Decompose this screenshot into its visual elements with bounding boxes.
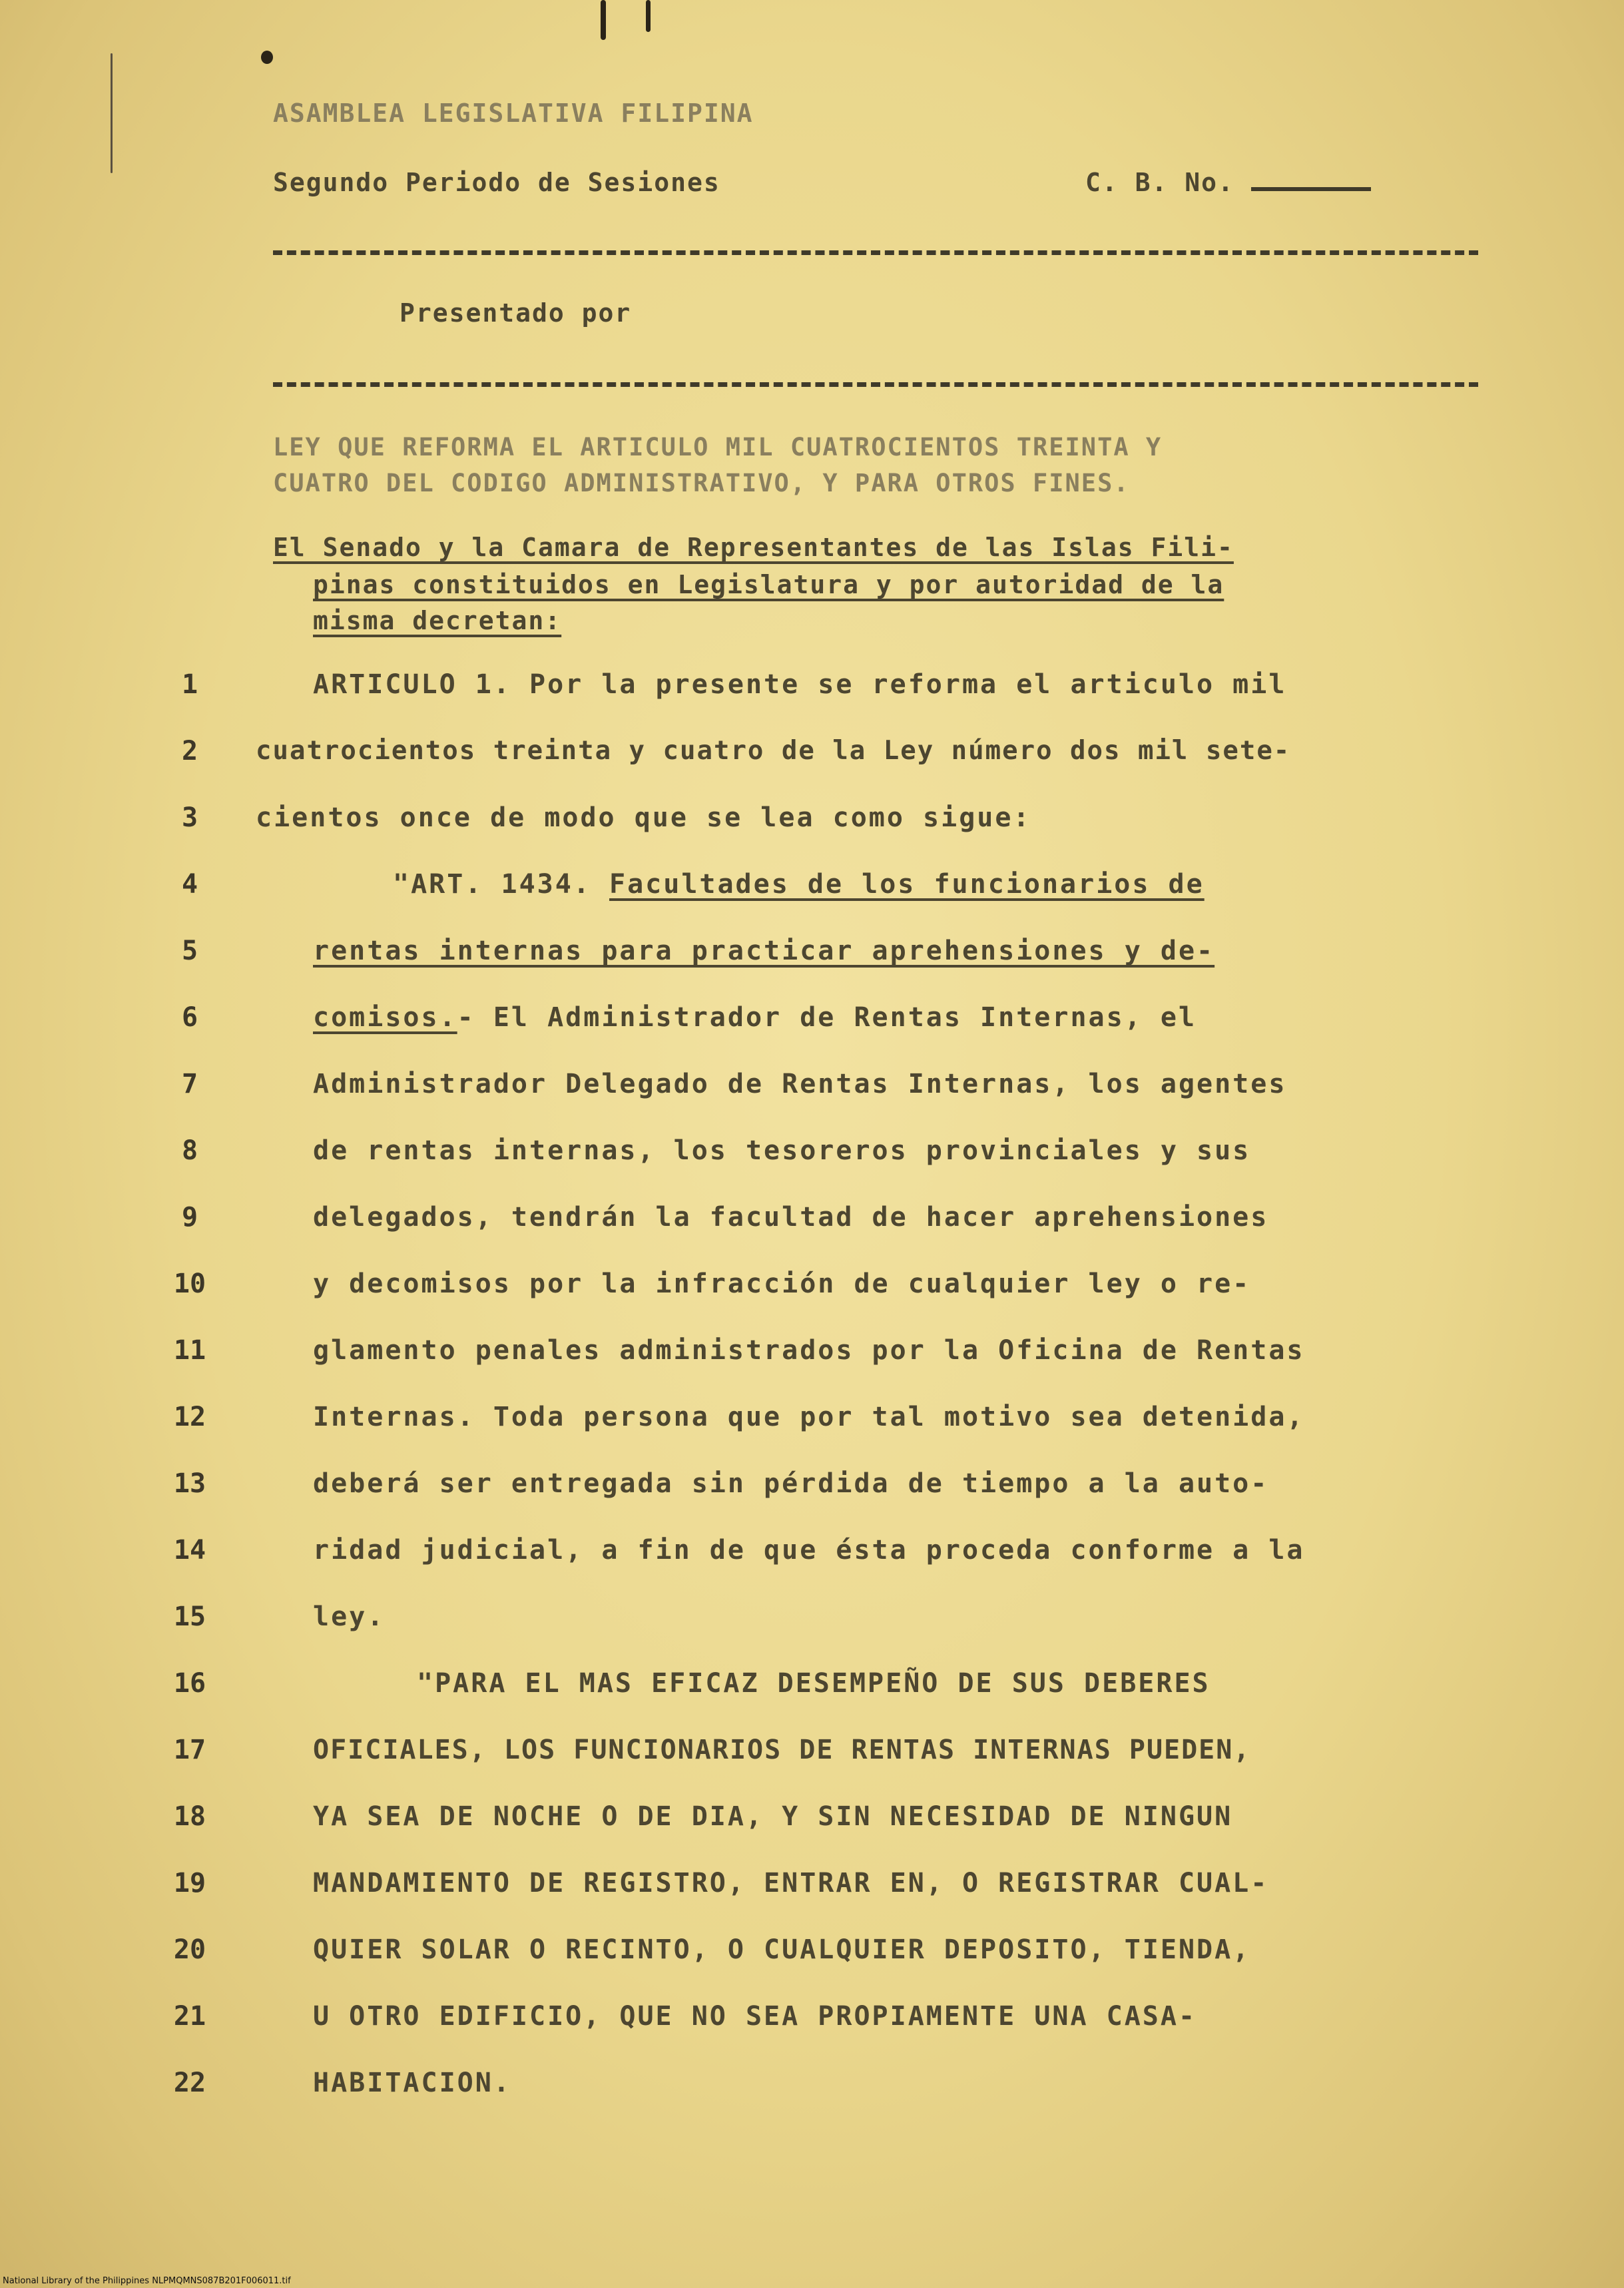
body-line: "PARA EL MAS EFICAZ DESEMPEÑO DE SUS DEBERES (417, 1668, 1211, 1699)
body-line: cientos once de modo que se lea como sigue: (256, 802, 1031, 833)
body-line (313, 1002, 1197, 1033)
body-line: U OTRO EDIFICIO, QUE NO SEA PROPIAMENTE UNA CASA- (313, 2001, 1197, 2032)
body-line: ley. (313, 1601, 386, 1632)
article-heading-cont: rentas internas para practicar aprehensiones y de- (313, 936, 1215, 966)
body-line: ARTICULO 1. Por la presente se reforma el articulo mil (313, 669, 1287, 700)
line-number: 8 (181, 1135, 198, 1166)
ink-blot (646, 0, 651, 32)
body-line: MANDAMIENTO DE REGISTRO, ENTRAR EN, O REGISTRAR CUAL- (313, 1868, 1269, 1898)
ink-blot (601, 0, 606, 40)
line-number: 13 (173, 1468, 206, 1499)
line-number: 20 (173, 1934, 206, 1965)
bill-title-line-2: CUATRO DEL CODIGO ADMINISTRATIVO, Y PARA OTROS FINES. (273, 469, 1130, 497)
article-heading: Facultades de los funcionarios de (609, 869, 1205, 900)
bill-number (1085, 168, 1371, 197)
line-number: 10 (173, 1269, 206, 1299)
body-line: ridad judicial, a fin de que ésta proceda conforme a la (313, 1535, 1305, 1566)
article-heading-end: comisos. (313, 1002, 457, 1033)
body-line: glamento penales administrados por la Oficina de Rentas (313, 1335, 1305, 1366)
line-number: 21 (173, 2001, 206, 2032)
body-line: HABITACION. (313, 2068, 511, 2098)
line-number: 18 (173, 1801, 206, 1832)
body-line: QUIER SOLAR O RECINTO, O CUALQUIER DEPOSITO, TIENDA, (313, 1934, 1251, 1965)
body-line (393, 869, 1205, 900)
line-number: 2 (181, 736, 198, 766)
bill-title-line-1: LEY QUE REFORMA EL ARTICULO MIL CUATROCIENTOS TREINTA Y (273, 433, 1163, 461)
body-text: - El Administrador de Rentas Internas, el (457, 1002, 1197, 1033)
line-number: 5 (181, 936, 198, 966)
line-number: 14 (173, 1535, 206, 1566)
line-number: 17 (173, 1735, 206, 1765)
body-line: Administrador Delegado de Rentas Internas, los agentes (313, 1069, 1287, 1099)
body-line: delegados, tendrán la facultad de hacer aprehensiones (313, 1202, 1269, 1233)
enacting-clause-line-1: El Senado y la Camara de Representantes de las Islas Fili- (273, 533, 1234, 562)
ink-blot (111, 53, 113, 173)
line-number: 22 (173, 2068, 206, 2098)
line-number: 1 (181, 669, 198, 700)
session-label: Segundo Periodo de Sesiones (273, 168, 720, 197)
body-line: de rentas internas, los tesoreros provinciales y sus (313, 1135, 1251, 1166)
line-number: 19 (173, 1868, 206, 1898)
body-line: deberá ser entregada sin pérdida de tiempo a la auto- (313, 1468, 1269, 1499)
ink-blot (261, 51, 273, 64)
line-number: 12 (173, 1402, 206, 1432)
divider-bottom (273, 382, 1478, 387)
archive-footer: National Library of the Philippines NLPMQMNS087B201F006011.tif (3, 2276, 291, 2286)
divider-top (273, 250, 1478, 255)
body-line: OFICIALES, LOS FUNCIONARIOS DE RENTAS INTERNAS PUEDEN, (313, 1735, 1251, 1765)
article-number: "ART. 1434. (393, 869, 609, 900)
enacting-clause-line-2: pinas constituidos en Legislatura y por autoridad de la (313, 570, 1224, 599)
bill-number-blank (1251, 187, 1371, 191)
body-line: y decomisos por la infracción de cualquier ley o re- (313, 1269, 1251, 1299)
line-number: 7 (181, 1069, 198, 1099)
line-number: 3 (181, 802, 198, 833)
line-number: 15 (173, 1601, 206, 1632)
body-line: cuatrocientos treinta y cuatro de la Ley número dos mil sete- (256, 736, 1291, 766)
line-number: 4 (181, 869, 198, 900)
enacting-clause-line-3: misma decretan: (313, 606, 562, 635)
body-line: YA SEA DE NOCHE O DE DIA, Y SIN NECESIDAD DE NINGUN (313, 1801, 1233, 1832)
bill-number-label: C. B. No. (1085, 168, 1234, 197)
body-line: Internas. Toda persona que por tal motivo sea detenida, (313, 1402, 1305, 1432)
line-number: 16 (173, 1668, 206, 1699)
assembly-name: ASAMBLEA LEGISLATIVA FILIPINA (273, 99, 754, 128)
line-number: 9 (181, 1202, 198, 1233)
line-number: 11 (173, 1335, 206, 1366)
presented-by: Presentado por (400, 298, 632, 328)
line-number: 6 (181, 1002, 198, 1033)
